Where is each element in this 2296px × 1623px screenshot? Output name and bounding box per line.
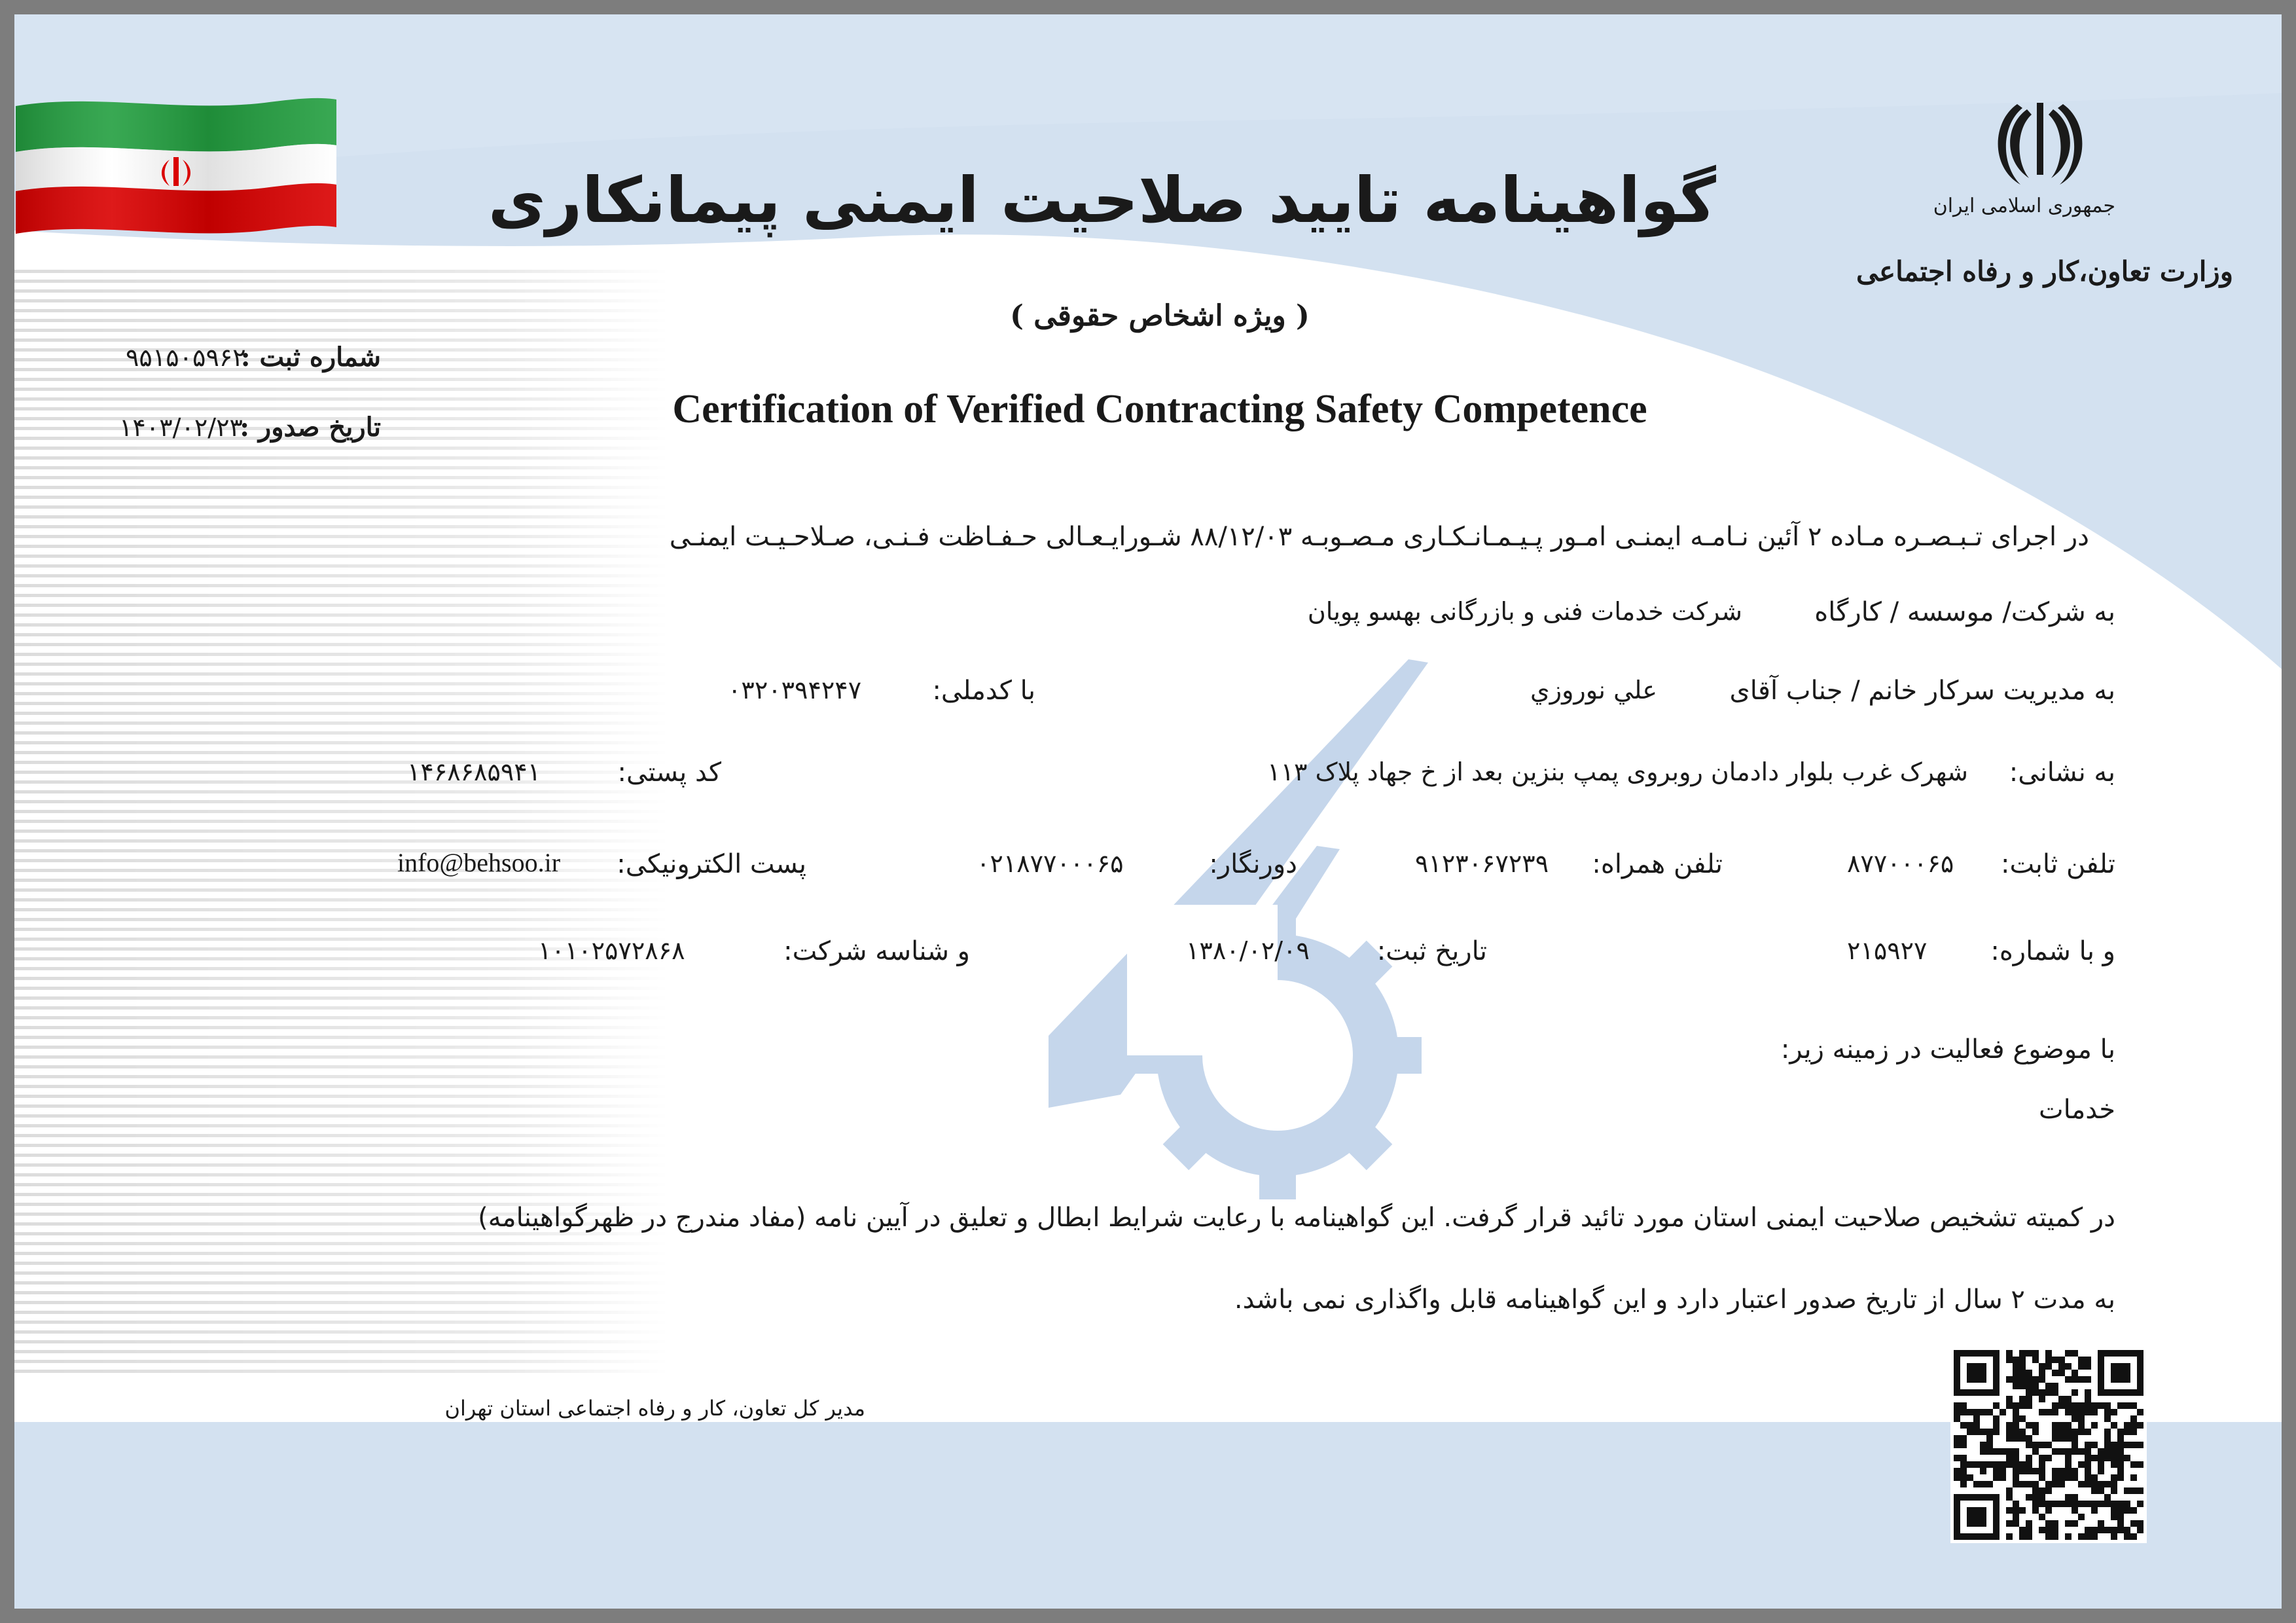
background-decor bbox=[14, 14, 2282, 1609]
email-value: info@behsoo.ir bbox=[397, 848, 561, 877]
closing-text-2: به مدت ۲ سال از تاریخ صدور اعتبار دارد و این گواهینامه قابل واگذاری نمی باشد. bbox=[1234, 1285, 2115, 1315]
company-value: شرکت خدمات فنی و بازرگانی بهسو پویان bbox=[1307, 597, 1742, 626]
certificate-page bbox=[14, 14, 2282, 1609]
intro-text: در اجرای تـبـصـره مـاده ۲ آئین نـامـه ایمنـی امـور پـیـمـانـکـاری مـصـوبـه ۸۸/۱۲/۰۳ شـورایـعـالی حـفـاظت فـنـی، صـلاحـیـت ایمنـی bbox=[669, 522, 2089, 552]
fax-label: دورنگار: bbox=[1209, 849, 1297, 879]
logo-line-1: جمهوری اسلامی ایران bbox=[1933, 194, 2115, 217]
activity-label: با موضوع فعالیت در زمینه زیر: bbox=[1780, 1034, 2115, 1065]
logo-line-2: وزارت تعاون،کار و رفاه اجتماعی bbox=[1856, 255, 2233, 287]
phone-label: تلفن ثابت: bbox=[2001, 849, 2115, 879]
mobile-value: ۹۱۲۳۰۶۷۲۳۹ bbox=[1415, 849, 1549, 878]
title-fa: گواهینامه تایید صلاحیت ایمنی پیمانکاری bbox=[488, 164, 1716, 237]
signatory-text: مدیر کل تعاون، کار و رفاه اجتماعی استان تهران bbox=[444, 1396, 865, 1421]
address-label: به نشانی: bbox=[2009, 757, 2115, 788]
reg-date-value: ۱۳۸۰/۰۲/۰۹ bbox=[1186, 936, 1310, 965]
address-value: شهرک غرب بلوار دادمان روبروی پمپ بنزین بعد از خ جهاد پلاک ۱۱۳ bbox=[1267, 757, 1968, 786]
closing-text-1: در کمیته تشخیص صلاحیت ایمنی استان مورد تائید قرار گرفت. این گواهینامه با رعایت شرایط ابطال و تعلیق در آیین نامه (مفاد مندرج در ظهرگواهینامه) bbox=[478, 1203, 2115, 1233]
subtitle-fa: ( ویژه اشخاص حقوقی ) bbox=[1010, 299, 1310, 333]
postal-code-value: ۱۴۶۸۶۸۵۹۴۱ bbox=[407, 757, 541, 786]
manager-label: به مدیریت سرکار خانم / جناب آقای bbox=[1729, 676, 2115, 706]
email-label: پست الکترونیکی: bbox=[617, 849, 806, 879]
manager-value: علي نوروزي bbox=[1530, 676, 1657, 704]
fax-value: ۰۲۱۸۷۷۰۰۰۶۵ bbox=[977, 849, 1124, 878]
qr-pattern bbox=[1954, 1350, 2144, 1540]
national-code-label: با کدملی: bbox=[932, 676, 1035, 706]
issue-date-label: تاریخ صدور : bbox=[240, 412, 381, 443]
company-id-value: ۱۰۱۰۲۵۷۲۸۶۸ bbox=[538, 936, 685, 965]
postal-code-label: کد پستی: bbox=[617, 757, 721, 788]
qr-code bbox=[1950, 1347, 2147, 1543]
reg-number-value: ۹۵۱۵۰۵۹۶۲ bbox=[126, 343, 246, 372]
title-en: Certification of Verified Contracting Safety Competence bbox=[672, 387, 1647, 431]
ministry-watermark-logo bbox=[1049, 659, 1428, 1199]
reg-no-value: ۲۱۵۹۲۷ bbox=[1847, 936, 1928, 965]
reg-date-label: تاریخ ثبت: bbox=[1376, 936, 1487, 966]
reg-number-label: شماره ثبت : bbox=[240, 342, 381, 373]
company-id-label: و شناسه شرکت: bbox=[783, 936, 970, 966]
company-label: به شرکت/ موسسه / کارگاه bbox=[1814, 597, 2115, 627]
iran-flag-icon bbox=[16, 93, 343, 244]
issue-date-value: ۱۴۰۳/۰۲/۲۳ bbox=[119, 413, 243, 442]
activity-value: خدمات bbox=[2039, 1095, 2115, 1125]
national-code-value: ۰۳۲۰۳۹۴۲۴۷ bbox=[728, 676, 862, 704]
mobile-label: تلفن همراه: bbox=[1592, 849, 1723, 879]
iran-emblem-icon bbox=[1991, 96, 2089, 188]
reg-no-label: و با شماره: bbox=[1990, 936, 2115, 966]
phone-value: ۸۷۷۰۰۰۶۵ bbox=[1847, 849, 1954, 878]
